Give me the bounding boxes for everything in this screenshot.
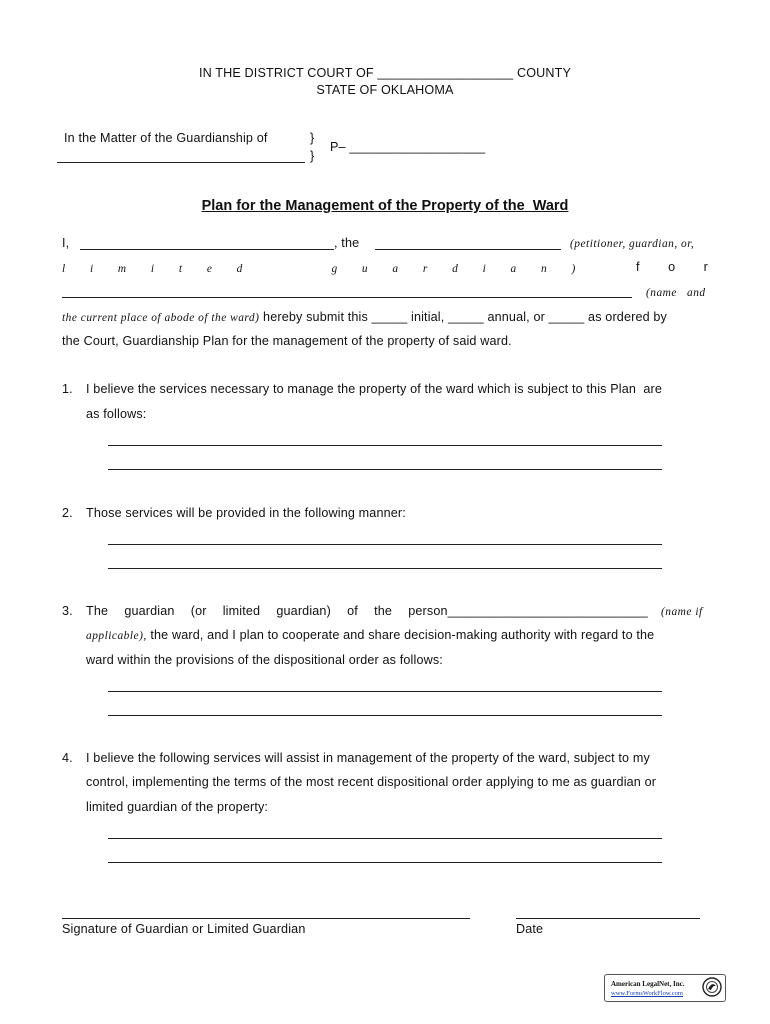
item-4-number: 4.	[62, 751, 73, 765]
ward-name-field[interactable]	[57, 162, 305, 163]
item-3-line1	[86, 604, 648, 619]
applicable-note: applicable),	[86, 630, 147, 642]
letter: l	[62, 263, 66, 275]
submission-line	[62, 310, 667, 326]
caption-brace-top: }	[310, 131, 315, 145]
word: of	[347, 604, 358, 618]
signature-label: Signature of Guardian or Limited Guardian	[62, 922, 306, 936]
petitioner-note: (petitioner, guardian, or,	[570, 238, 695, 250]
item-1-answer-line[interactable]	[108, 445, 662, 446]
petitioner-name-field[interactable]	[80, 249, 334, 250]
letter: d	[236, 263, 243, 275]
item-4-line3: limited guardian of the property:	[86, 800, 269, 814]
item-2-line1: Those services will be provided in the following manner:	[86, 506, 406, 520]
ward-name-abode-field[interactable]	[62, 297, 632, 298]
letter: m	[117, 263, 127, 275]
item-4-answer-line[interactable]	[108, 862, 662, 863]
caption-brace-bottom: }	[310, 149, 315, 163]
limited-guardian-note	[62, 262, 576, 277]
letter: a	[392, 263, 399, 275]
word: (or	[190, 604, 207, 618]
word: the	[374, 604, 393, 618]
abode-note: the current place of abode of the ward)	[62, 312, 260, 324]
letter: u	[361, 263, 369, 275]
item-4-line1: I believe the following services will assist in management of the property of the ward, subject to my	[86, 751, 650, 765]
letter: r	[703, 260, 708, 274]
letter: i	[150, 263, 155, 275]
publisher-name: American LegalNet, Inc.	[611, 980, 685, 988]
item-2-number: 2.	[62, 506, 73, 520]
item-4-answer-line[interactable]	[108, 838, 662, 839]
name-and-note: (name and	[646, 287, 706, 299]
publisher-badge[interactable]	[604, 974, 726, 1002]
person-name-field[interactable]: person____________________________	[408, 604, 648, 618]
item-1-line1: I believe the services necessary to manage the property of the ward which is subject to this Plan are	[86, 382, 663, 396]
court-heading: IN THE DISTRICT COURT OF ___________________ COUNTY	[198, 66, 572, 80]
item-3-answer-line[interactable]	[108, 715, 662, 716]
item-3-line2-text: the ward, and I plan to cooperate and share decision-making authority with regard to the	[146, 628, 655, 642]
item-3-answer-line[interactable]	[108, 691, 662, 692]
letter: d	[452, 263, 459, 275]
word: limited	[222, 604, 261, 618]
letter: i	[89, 263, 94, 275]
publisher-link[interactable]: www.FormsWorkFlow.com	[611, 990, 683, 997]
letter: g	[331, 263, 338, 275]
page-title: Plan for the Management of the Property of the Ward	[201, 198, 569, 214]
case-number-field[interactable]: P– ___________________	[330, 140, 486, 154]
intro-i-label: I,	[62, 236, 70, 250]
letter: n	[541, 263, 548, 275]
date-label: Date	[516, 922, 544, 936]
state-heading: STATE OF OKLAHOMA	[316, 83, 454, 97]
word: guardian)	[276, 604, 331, 618]
item-2-answer-line[interactable]	[108, 568, 662, 569]
hereby-text: hereby submit this _____ initial, _____ annual, or _____ as ordered by	[259, 310, 668, 324]
item-3-line3: ward within the provisions of the dispositional order as follows:	[86, 653, 443, 667]
letter: i	[482, 263, 487, 275]
item-1-answer-line[interactable]	[108, 469, 662, 470]
letter: f	[636, 260, 640, 274]
word: guardian	[124, 604, 175, 618]
letter: r	[422, 263, 428, 275]
item-3-number: 3.	[62, 604, 73, 618]
letter: t	[178, 263, 183, 275]
item-1-number: 1.	[62, 382, 73, 396]
letter: o	[668, 260, 676, 274]
matter-label: In the Matter of the Guardianship of	[64, 131, 268, 145]
intro-the-label: , the	[334, 236, 360, 250]
petitioner-role-field[interactable]	[375, 249, 561, 250]
publisher-logo-icon	[702, 977, 722, 997]
letter: )	[571, 263, 576, 275]
item-2-answer-line[interactable]	[108, 544, 662, 545]
word: The	[86, 604, 109, 618]
item-3-line2	[86, 628, 654, 644]
item-4-line2: control, implementing the terms of the most recent dispositional order applying to me as guardian or	[86, 775, 657, 789]
letter: e	[206, 263, 213, 275]
for-word	[636, 260, 708, 275]
name-if-note: (name if	[661, 606, 703, 618]
date-field[interactable]	[516, 918, 700, 919]
signature-field[interactable]	[62, 918, 470, 919]
item-1-line2: as follows:	[86, 407, 147, 421]
court-plan-line: the Court, Guardianship Plan for the management of the property of said ward.	[62, 334, 512, 348]
letter: a	[510, 263, 517, 275]
